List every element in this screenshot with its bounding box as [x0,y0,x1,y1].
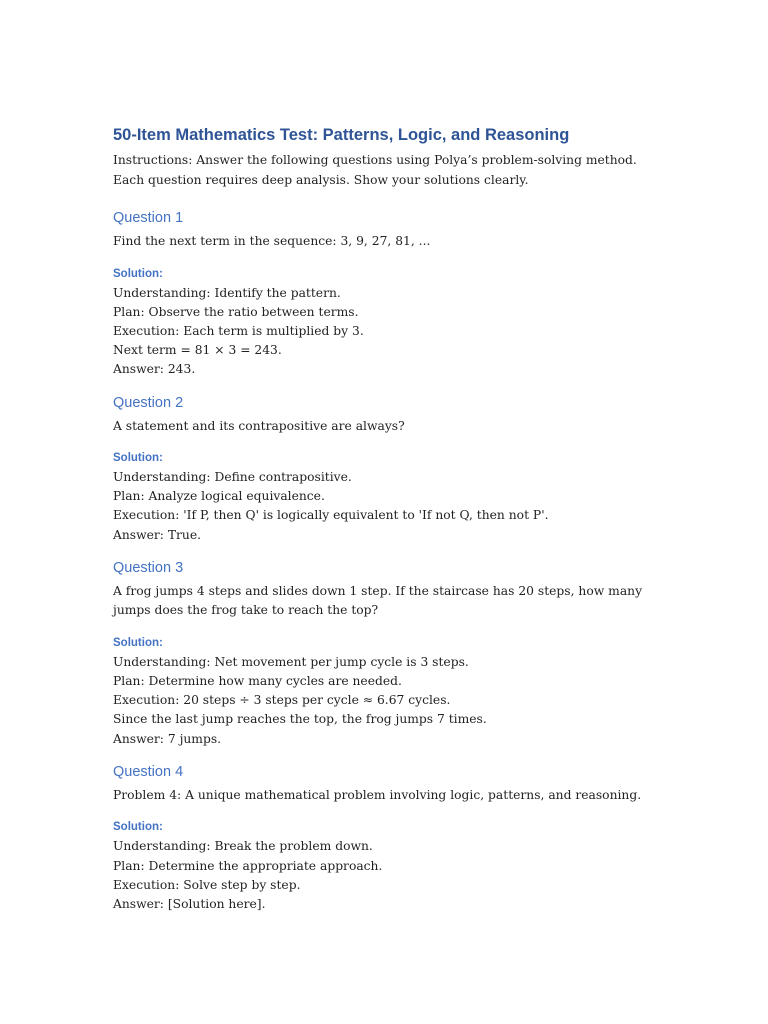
solution-heading: Solution: [113,636,163,649]
solution-line: Understanding: Define contrapositive. [113,470,352,485]
question-text: A frog jumps 4 steps and slides down 1 step. If the staircase has 20 steps, how many jumps does the frog take to reach the top? [113,583,643,618]
question-heading: Question 4 [113,763,184,780]
solution-line: Execution: 'If P, then Q' is logically equivalent to 'If not Q, then not P'. [113,508,549,523]
solution-line: Answer: 243. [113,362,196,377]
solution-line: Execution: 20 steps ÷ 3 steps per cycle ≈ 6.67 cycles. [113,693,451,708]
question-heading: Question 2 [113,394,184,411]
instructions-text: Instructions: Answer the following questions using Polya’s problem-solving method. Each question requires deep analysis. Show your solutions clearly. [113,153,637,187]
document-content [113,124,658,927]
solution-line: Plan: Observe the ratio between terms. [113,304,359,319]
solution-line: Since the last jump reaches the top, the frog jumps 7 times. [113,712,487,727]
solution-line: Execution: Solve step by step. [113,877,301,892]
question-heading: Question 3 [113,559,184,576]
solution-line: Plan: Determine the appropriate approach. [113,858,383,873]
solution-line: Understanding: Break the problem down. [113,839,373,854]
solution-heading: Solution: [113,267,163,280]
document-title: 50-Item Mathematics Test: Patterns, Logic, and Reasoning [113,126,570,144]
solution-heading: Solution: [113,452,163,465]
solution-line: Plan: Analyze logical equivalence. [113,489,325,504]
question-3 [113,558,658,749]
solution-line: Understanding: Net movement per jump cycle is 3 steps. [113,654,469,669]
solution-line: Answer: [Solution here]. [113,896,266,911]
solution-line: Answer: True. [113,527,202,542]
question-4 [113,762,658,914]
question-2 [113,393,658,545]
question-text: Find the next term in the sequence: 3, 9, 27, 81, ... [113,234,431,248]
solution-heading: Solution: [113,821,163,834]
solution-line: Understanding: Identify the pattern. [113,285,341,300]
question-text: Problem 4: A unique mathematical problem involving logic, patterns, and reasoning. [113,787,642,802]
solution-line: Execution: Each term is multiplied by 3. [113,323,364,338]
question-1 [113,208,658,380]
solution-line: Answer: 7 jumps. [113,731,222,746]
solution-line: Next term = 81 × 3 = 243. [113,343,282,358]
question-text: A statement and its contrapositive are always? [113,418,405,433]
question-heading: Question 1 [113,210,184,226]
solution-line: Plan: Determine how many cycles are needed. [113,674,402,689]
